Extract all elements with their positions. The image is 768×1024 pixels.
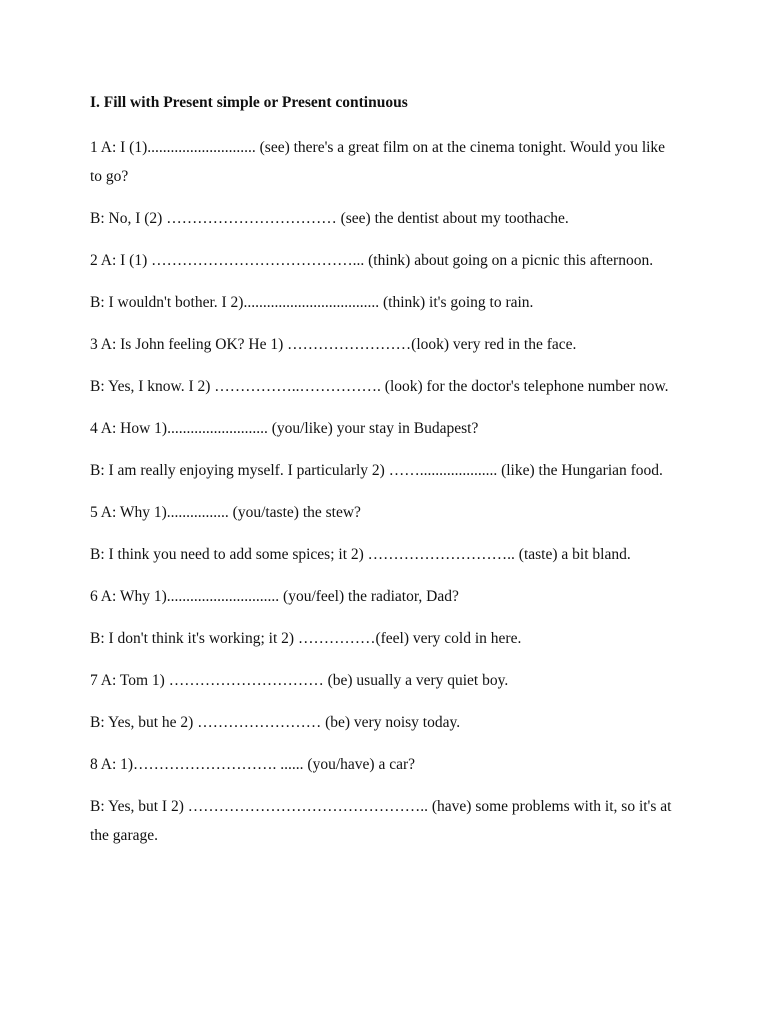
exercise-line-8a: 8 A: 1)………………………. ...... (you/have) a car? <box>90 756 416 773</box>
exercise-line-4b: B: I am really enjoying myself. I particularly 2) …….................... (like) the Hungarian food. <box>90 462 663 479</box>
exercise-line-1b: B: No, I (2) …………………………… (see) the dentist about my toothache. <box>90 210 569 227</box>
exercise-line-2a: 2 A: I (1) …………………………………... (think) about going on a picnic this afternoon. <box>90 252 654 269</box>
exercise-line-1a: 1 A: I (1)............................ (see) there's a great film on at the cinema tonight. Would you like to go? <box>90 139 666 185</box>
exercise-line-2b: B: I wouldn't bother. I 2)................................... (think) it's going to rain. <box>90 294 534 311</box>
worksheet-page <box>90 92 680 863</box>
exercise-line-4a: 4 A: How 1).......................... (you/like) your stay in Budapest? <box>90 420 479 437</box>
exercise-line-6b: B: I don't think it's working; it 2) ……………(feel) very cold in here. <box>90 630 522 647</box>
exercise-line-8b: B: Yes, but I 2) ……………………………………….. (have) some problems with it, so it's at the garage. <box>90 798 672 844</box>
exercise-line-7b: B: Yes, but he 2) …………………… (be) very noisy today. <box>90 714 461 731</box>
exercise-line-5b: B: I think you need to add some spices; it 2) ……………………….. (taste) a bit bland. <box>90 546 631 563</box>
exercise-line-3a: 3 A: Is John feeling OK? He 1) ……………………(look) very red in the face. <box>90 336 577 353</box>
exercise-line-6a: 6 A: Why 1)............................. (you/feel) the radiator, Dad? <box>90 588 459 605</box>
exercise-line-3b: B: Yes, I know. I 2) ……………..……………. (look) for the doctor's telephone number now. <box>90 378 669 395</box>
exercise-line-7a: 7 A: Tom 1) ………………………… (be) usually a very quiet boy. <box>90 672 509 689</box>
exercise-line-5a: 5 A: Why 1)................ (you/taste) the stew? <box>90 504 361 521</box>
exercise-heading: I. Fill with Present simple or Present continuous <box>90 94 408 111</box>
